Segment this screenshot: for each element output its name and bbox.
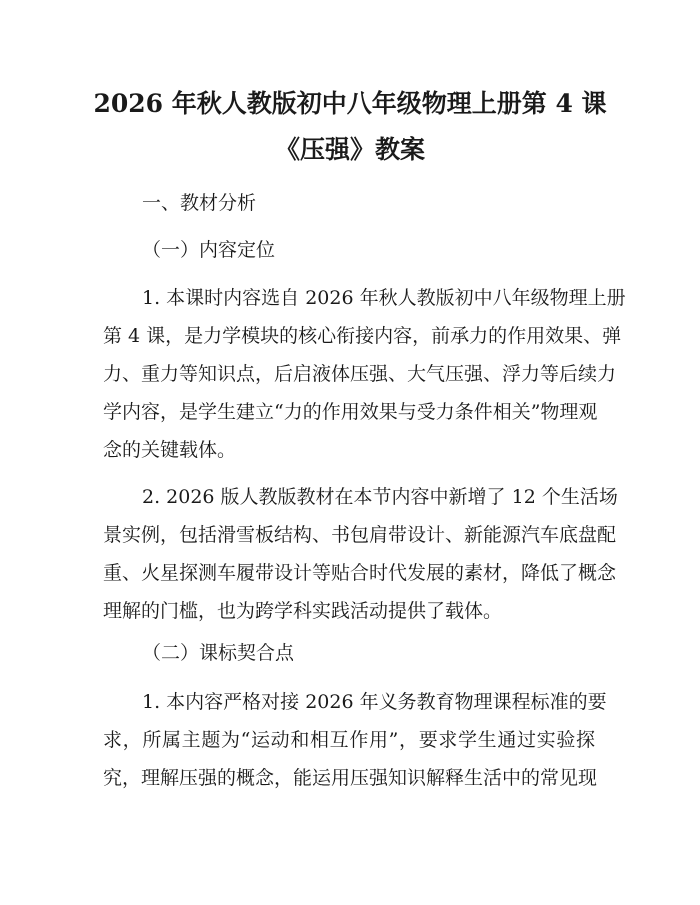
- paragraph-line: 求，所属主题为“运动和相互作用”，要求学生通过实验探: [103, 729, 595, 751]
- document-title-line-1: 2026 年秋人教版初中八年级物理上册第 4 课: [93, 89, 607, 118]
- document-title-line-2: 《压强》教案: [274, 135, 425, 164]
- paragraph-line: 力、重力等知识点，后启液体压强、大气压强、浮力等后续力: [103, 363, 617, 385]
- paragraph-line: 景实例，包括滑雪板结构、书包肩带设计、新能源汽车底盘配: [103, 524, 617, 546]
- paragraph-line: 念的关键载体。: [103, 439, 237, 461]
- subsection-heading: （二）课标契合点: [142, 642, 295, 664]
- paragraph-line: 第 4 课，是力学模块的核心衔接内容，前承力的作用效果、弹: [103, 325, 622, 347]
- paragraph-line: 重、火星探测车履带设计等贴合时代发展的素材，降低了概念: [103, 562, 617, 584]
- paragraph-line: 究，理解压强的概念，能运用压强知识解释生活中的常见现: [103, 767, 598, 789]
- paragraph-line: 1. 本内容严格对接 2026 年义务教育物理课程标准的要: [142, 691, 607, 713]
- paragraph-line: 学内容，是学生建立“力的作用效果与受力条件相关”物理观: [103, 401, 598, 423]
- subsection-heading: （一）内容定位: [142, 239, 276, 261]
- paragraph-line: 1. 本课时内容选自 2026 年秋人教版初中八年级物理上册: [142, 287, 626, 309]
- paragraph-line: 理解的门槛，也为跨学科实践活动提供了载体。: [103, 600, 503, 622]
- paragraph-line: 2. 2026 版人教版教材在本节内容中新增了 12 个生活场: [142, 486, 618, 508]
- section-heading: 一、教材分析: [142, 192, 257, 214]
